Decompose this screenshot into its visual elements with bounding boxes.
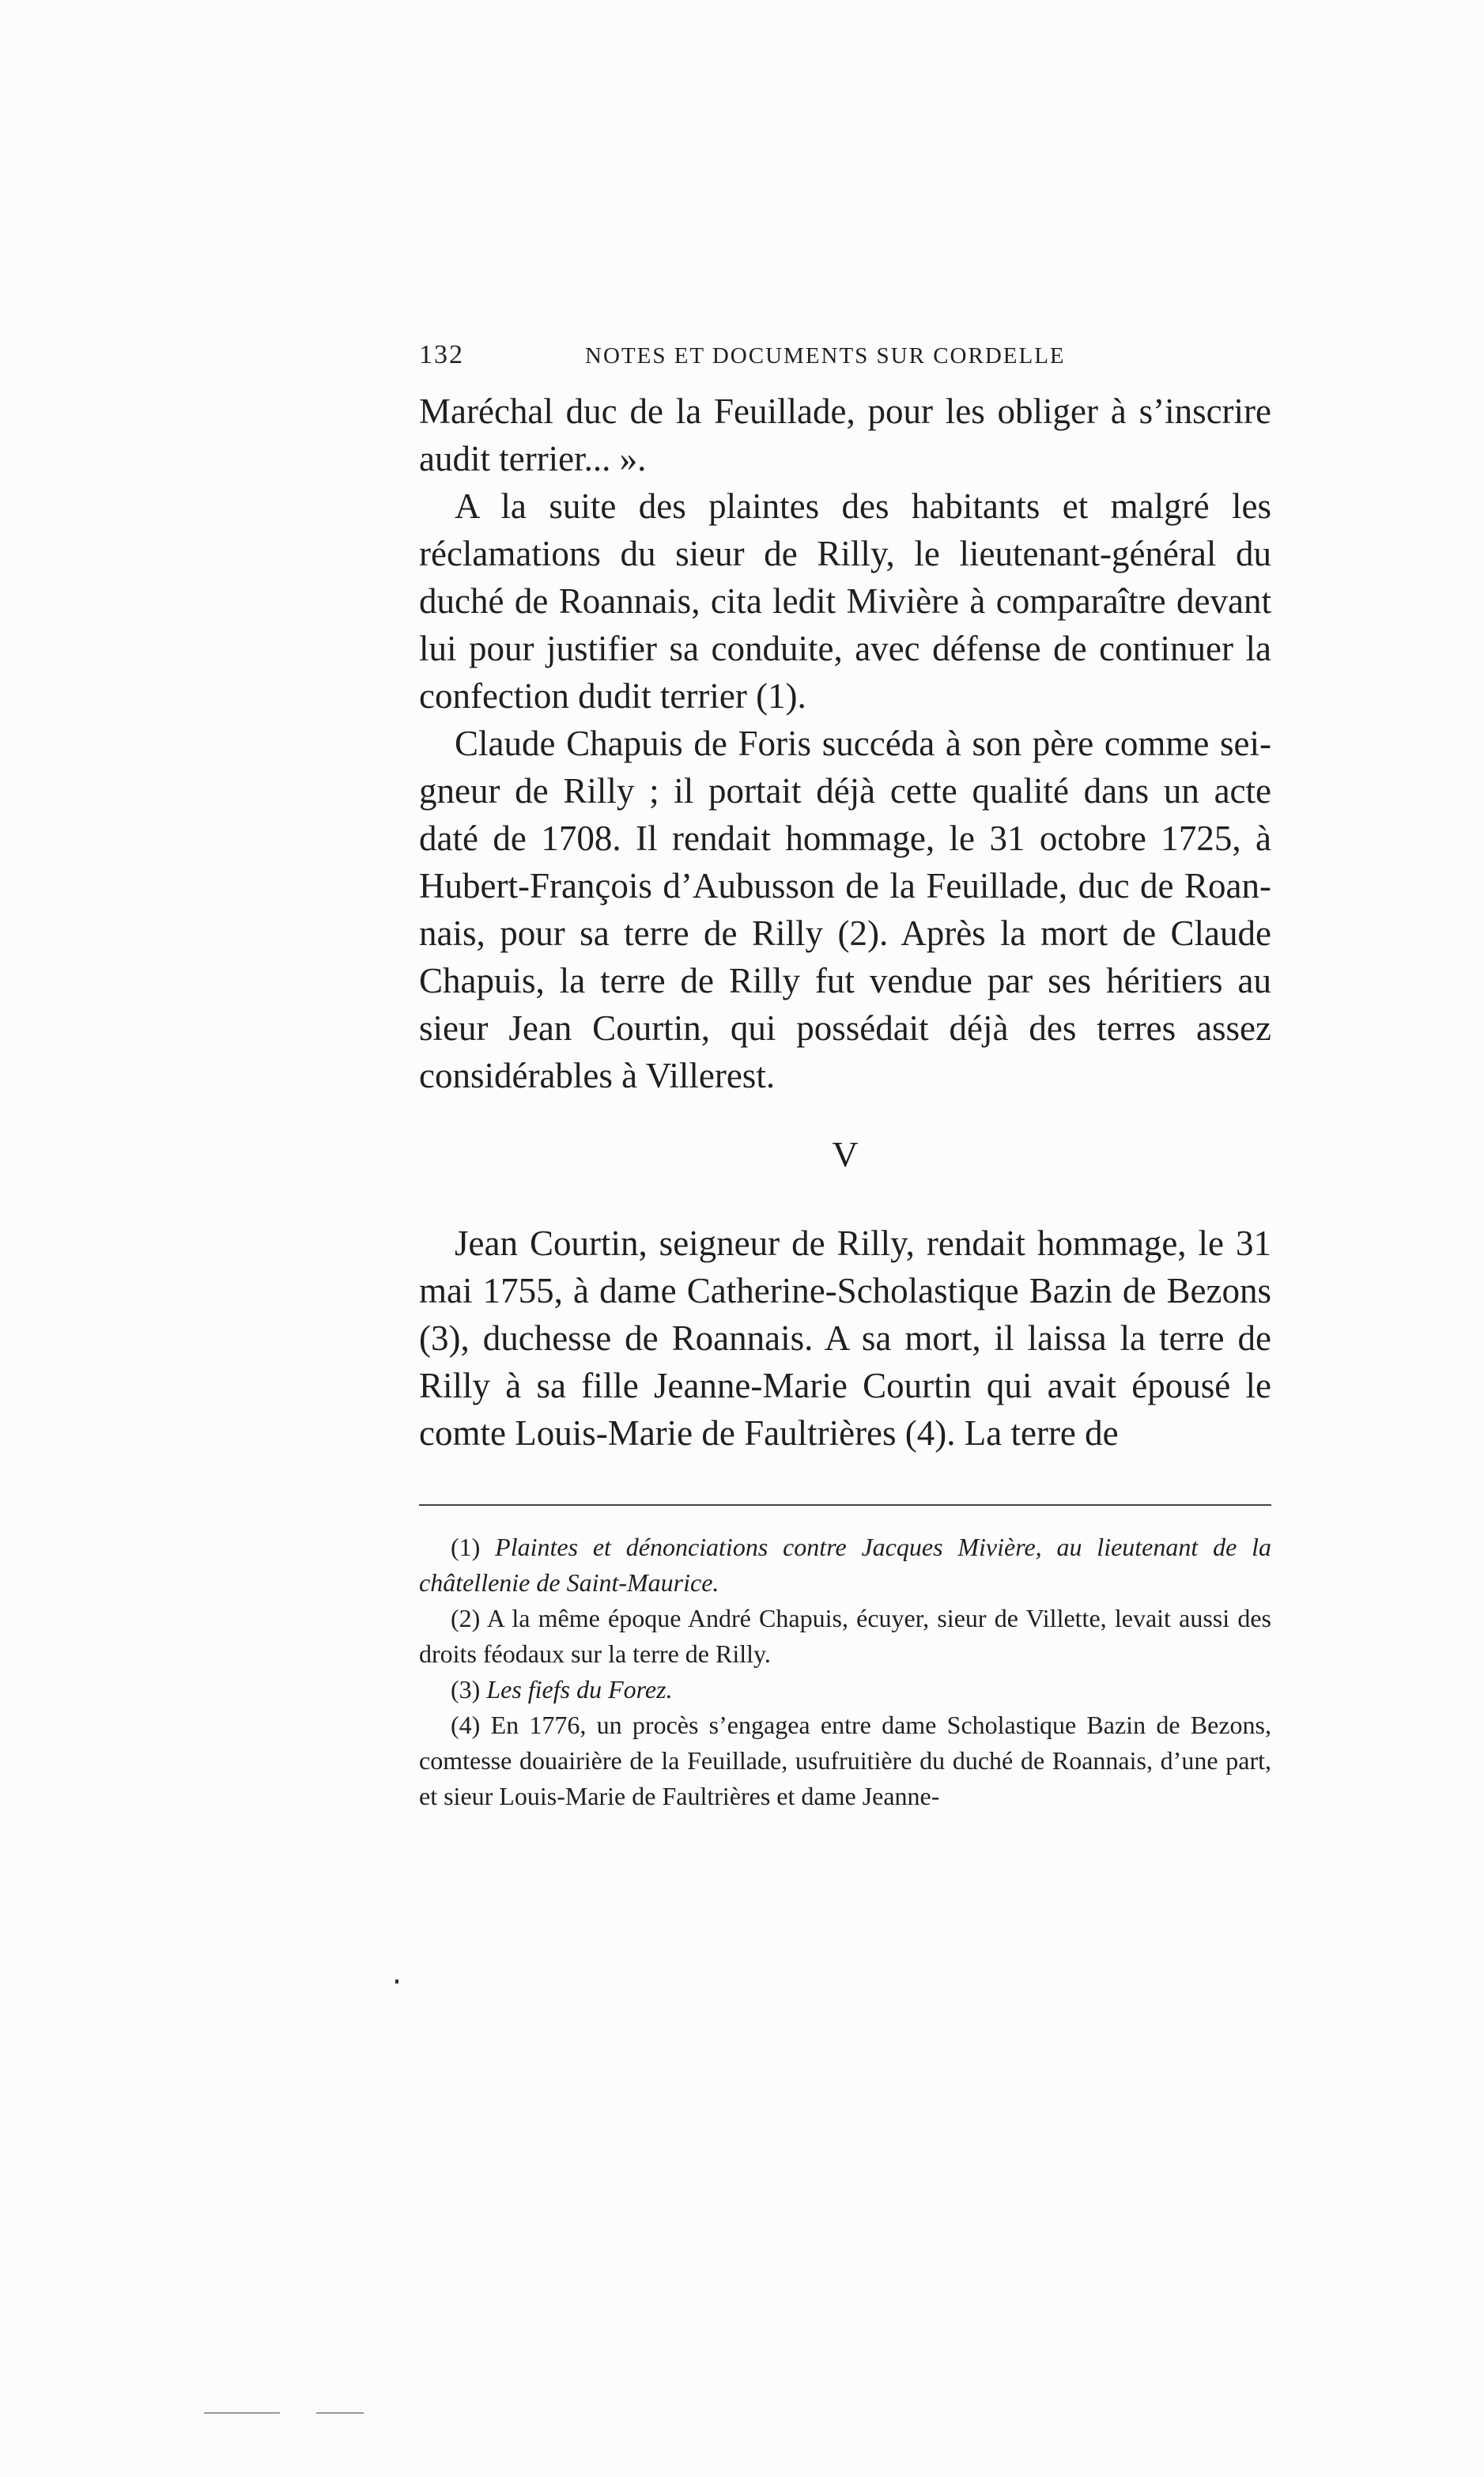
- section-heading: V: [832, 1134, 859, 1174]
- footnotes: [419, 1530, 1271, 1814]
- main-text: [419, 388, 1271, 1457]
- scan-mark: [204, 2412, 280, 2414]
- footnote-4: [419, 1707, 1271, 1814]
- footnote-3: [419, 1672, 1271, 1707]
- scan-mark: [316, 2412, 364, 2414]
- paragraph-3: Claude Chapuis de Foris succéda à son père comme sei-gneur de Rilly ; il portait déjà cette qualité dans un acte daté de 1708. Il rendait hommage, le 31 octobre 1725, à Hubert-François d’Aubusson de la Feuillade, duc de Roan-nais, pour sa terre de Rilly (2). Après la mort de Claude Chapuis, la terre de Rilly fut vendue par ses héritiers au sieur Jean Courtin, qui possédait déjà des terres assez considérables à Villerest.: [419, 724, 1271, 1095]
- footnote-text: En 1776, un procès s’engagea entre dame Scholastique Bazin de Bezons, comtesse douairière de la Feuillade, usufruitière du duché de Roannais, d’une part, et sieur Louis-Marie de Faultrières et dame Jeanne-: [419, 1711, 1272, 1810]
- paragraph-1: Maréchal duc de la Feuillade, pour les obliger à s’inscrire audit terrier... ».: [419, 391, 1271, 478]
- footnote-2: [419, 1601, 1271, 1672]
- footnote-text: A la même époque André Chapuis, écuyer, sieur de Villette, levait aussi des droits féodaux sur la terre de Rilly.: [419, 1604, 1272, 1668]
- running-title: NOTES ET DOCUMENTS SUR CORDELLE: [585, 343, 1066, 369]
- footnote-rule: [419, 1504, 1271, 1506]
- footnote-mark: (1): [451, 1533, 481, 1561]
- footnote-mark: (2): [451, 1604, 481, 1632]
- footnote-mark: (4): [451, 1711, 481, 1739]
- paragraph-2: A la suite des plaintes des habitants et malgré les réclamations du sieur de Rilly, le lieutenant-général du duché de Roannais, cita ledit Mivière à comparaître devant lui pour justifier sa conduite, avec défense de continuer la confection dudit terrier (1).: [419, 486, 1271, 716]
- footnote-mark: (3): [451, 1675, 481, 1704]
- section-paragraph: Jean Courtin, seigneur de Rilly, rendait hommage, le 31 mai 1755, à dame Catherine-Scholastique Bazin de Bezons (3), duchesse de Roannais. A sa mort, il laissa la terre de Rilly à sa fille Jeanne-Marie Courtin qui avait épousé le comte Louis-Marie de Faultrières (4). La terre de: [419, 1223, 1271, 1453]
- page-number: 132: [419, 340, 464, 369]
- running-head: [419, 340, 1271, 388]
- footnote-text: Plaintes et dénonciations contre Jacques Mivière, au lieutenant de la châtellenie de Saint-Maurice.: [419, 1533, 1272, 1597]
- footnote-1: [419, 1530, 1271, 1601]
- footnote-text: Les fiefs du Forez.: [486, 1675, 673, 1704]
- book-page: [419, 340, 1271, 1814]
- scan-mark: [395, 1980, 398, 1983]
